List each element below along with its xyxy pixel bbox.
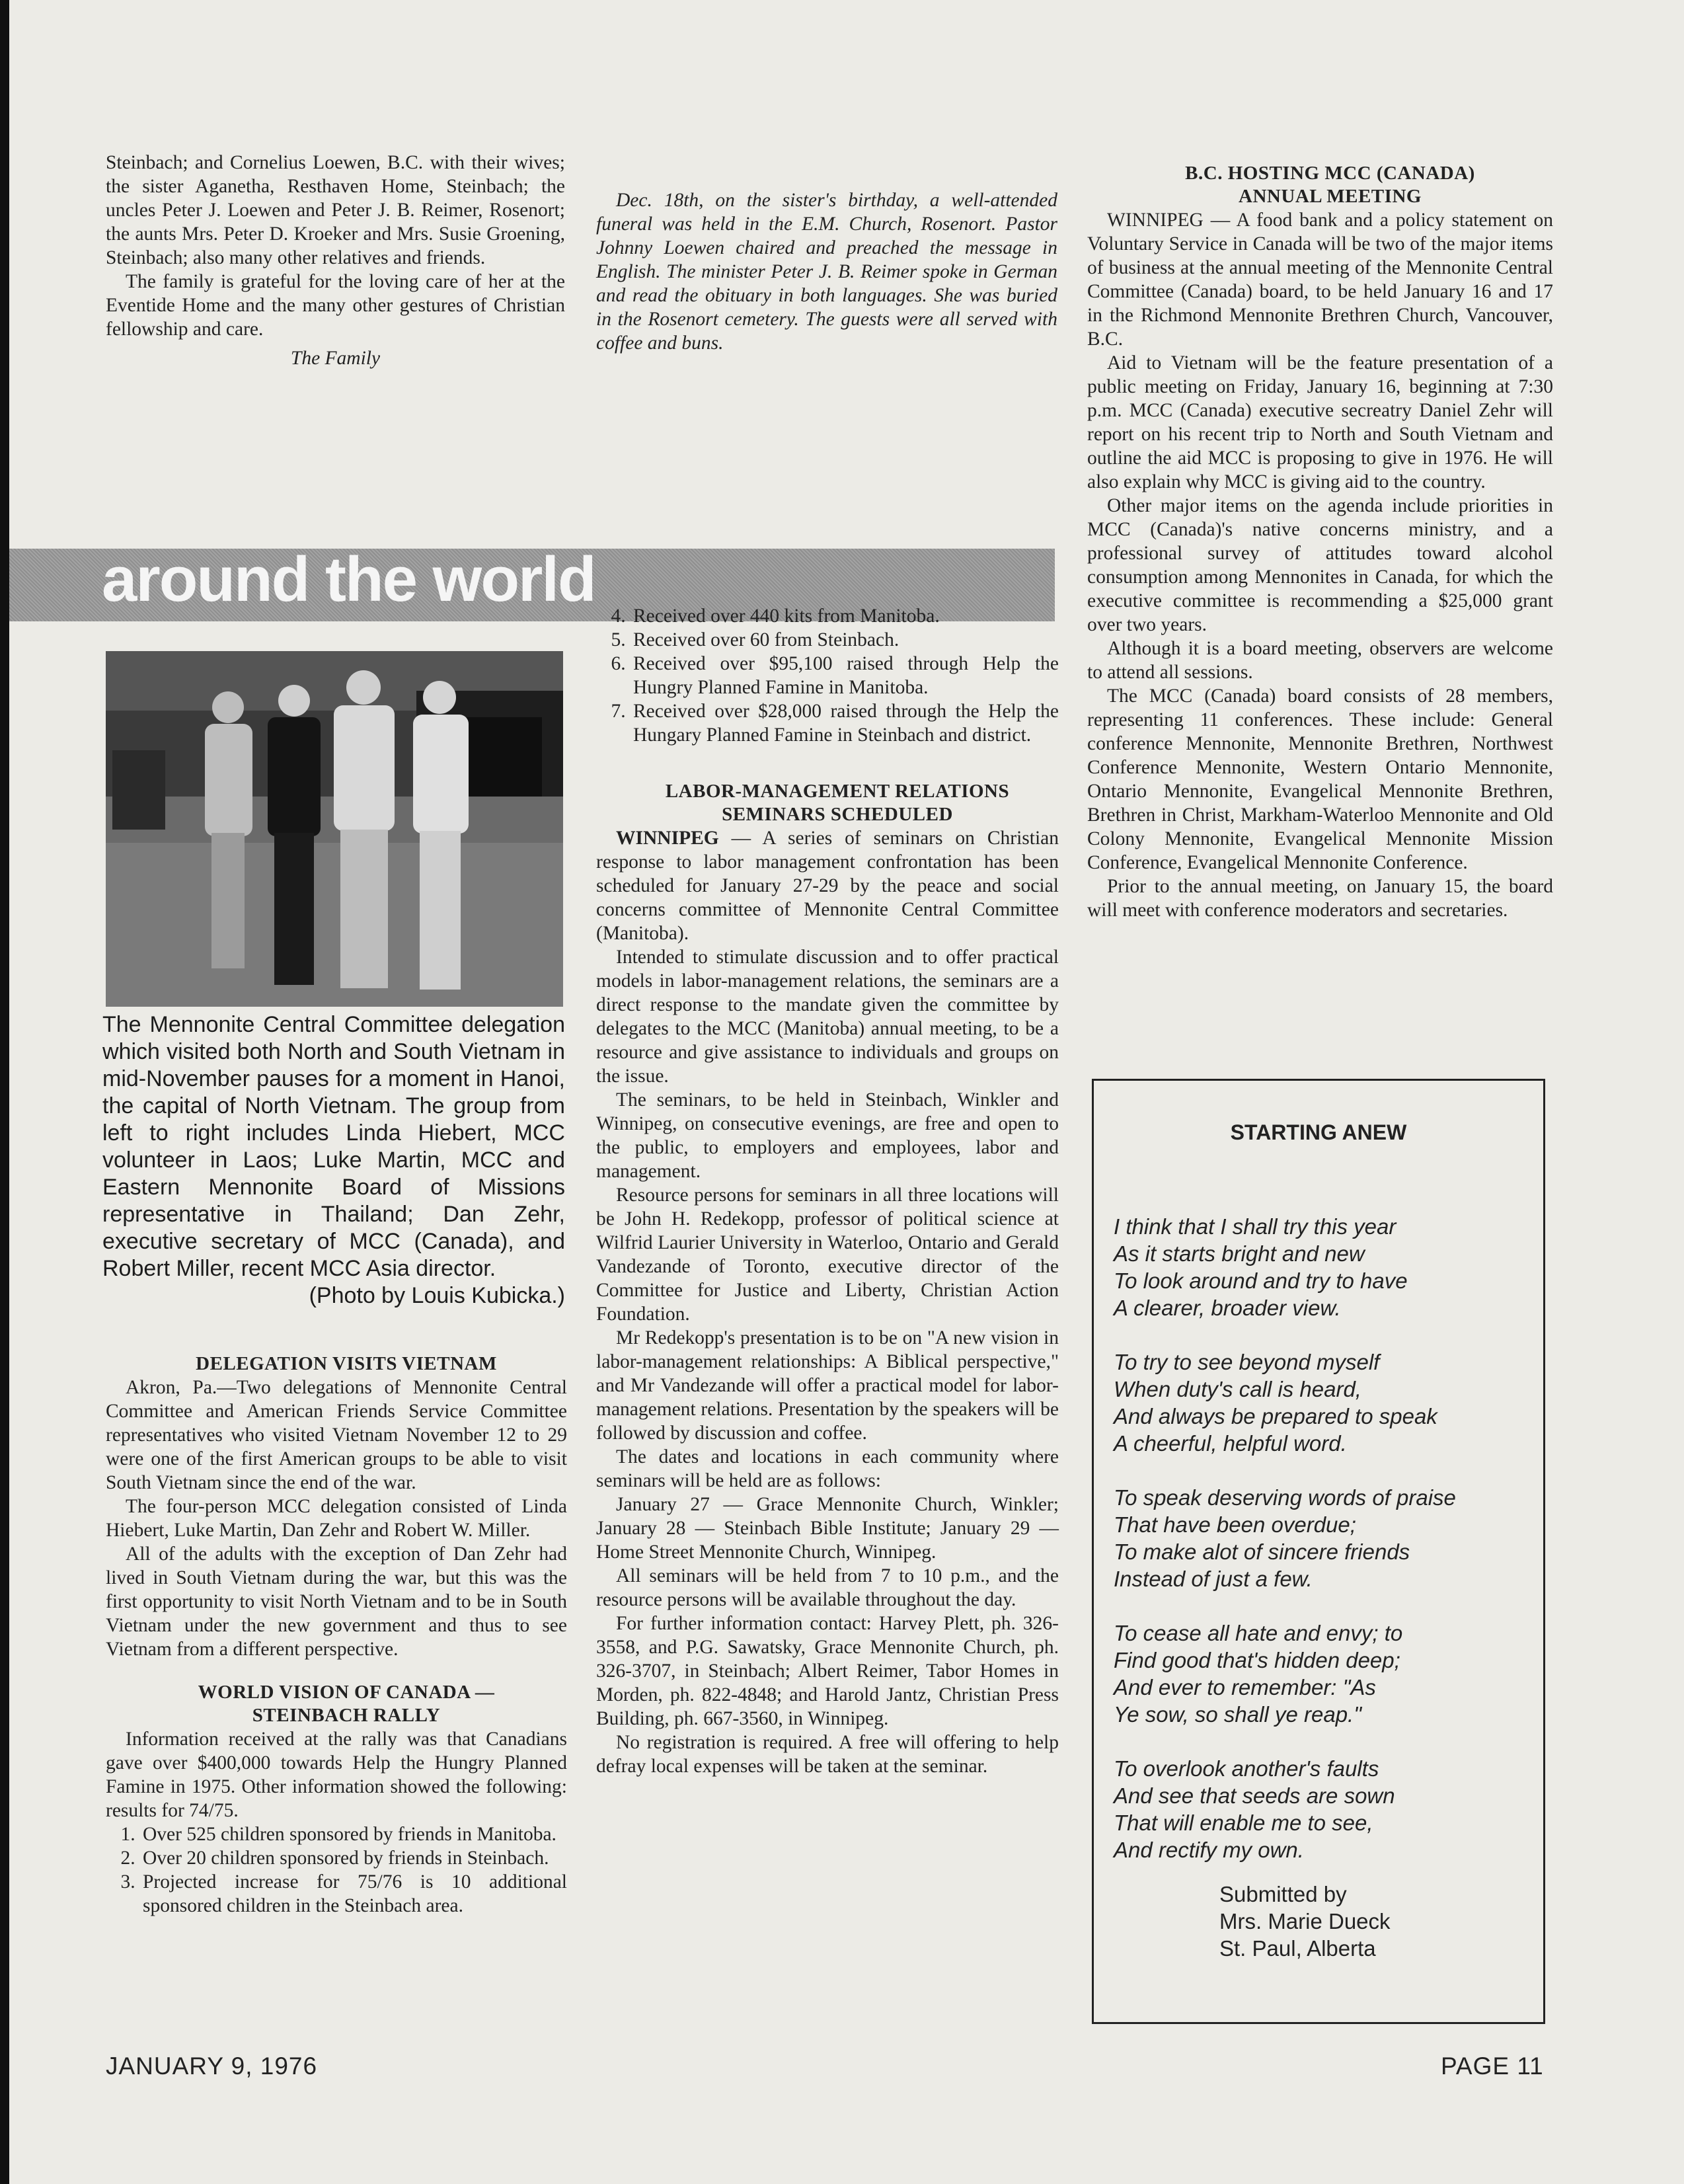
poem-line: When duty's call is heard,: [1114, 1377, 1361, 1401]
footer-page-number: PAGE 11: [1441, 2052, 1544, 2080]
poem-line: That will enable me to see,: [1114, 1811, 1373, 1835]
poem-text: [1114, 1213, 1537, 1891]
bc-heading-2: ANNUAL MEETING: [1239, 186, 1422, 207]
labor-paragraph: For further information contact: Harvey Plett, ph. 326-3558, and P.G. Sawatsky, Grace Mennonite Church, ph. 326-3707, in Steinbach; Albert Reimer, Tabor Homes in Morden, ph. 822-4848; and Harold Jantz, Christian Press Building, ph. 667-3560, in Winnipeg.: [596, 1613, 1059, 1729]
left-column-articles: [106, 1352, 567, 1918]
obituary-middle-column: [596, 188, 1057, 355]
delegation-photo-image: [106, 651, 563, 1007]
poem-line: I think that I shall try this year: [1114, 1214, 1397, 1239]
poem-line: To make alot of sincere friends: [1114, 1540, 1410, 1564]
poem-line: As it starts bright and new: [1114, 1241, 1365, 1266]
poem-line: And ever to remember: "As: [1114, 1675, 1376, 1699]
labor-paragraph: Mr Redekopp's presentation is to be on "A new vision in labor-management relationships: A Biblical perspective," and Mr Vandezande will offer a practical model for labor-management relations. Presentation by the speakers will be followed by discussion and coffee.: [596, 1327, 1059, 1444]
labor-paragraph: Resource persons for seminars in all three locations will be John H. Redekopp, professor of political science at Wilfrid Laurier University in Waterloo, Ontario and Gerald Vandezande of Toronto, executive director of the Committee for Justice and Liberty, Christian Action Foundation.: [596, 1185, 1059, 1325]
delegation-paragraph: Akron, Pa.—Two delegations of Mennonite Central Committee and American Friends Service Committee representatives who visited Vietnam November 12 to 29 were one of the first American groups to be able to visit South Vietnam since the end of the war.: [106, 1377, 567, 1493]
submitter-name: Mrs. Marie Dueck: [1219, 1909, 1391, 1933]
photo-caption: [102, 1011, 565, 1309]
delegation-paragraph: The four-person MCC delegation consisted of Linda Hiebert, Luke Martin, Dan Zehr and Robert W. Miller.: [106, 1496, 567, 1541]
poem-line: A clearer, broader view.: [1114, 1296, 1341, 1320]
submitted-label: Submitted by: [1219, 1882, 1347, 1906]
world-vision-intro: Information received at the rally was that Canadians gave over $400,000 towards Help the Hungry Planned Famine in 1975. Other information showed the following: results for 74/75.: [106, 1729, 567, 1821]
middle-column-articles: [596, 604, 1059, 1778]
bc-paragraph: Prior to the annual meeting, on January 15, the board will meet with conference moderators and secretaries.: [1087, 876, 1553, 921]
right-column-article: [1087, 162, 1553, 922]
bc-paragraph: The MCC (Canada) board consists of 28 members, representing 11 conferences. These include: General conference Mennonite, Mennonite Brethren, Northwest Conference Mennonite, Western Ontario Mennonite, Ontario Mennonite, Evangelical Mennonite Brethren, Brethren in Christ, Markham-Waterloo Mennonite and Old Colony Mennonite, Evangelical Mennonite Mission Conference, Evangelical Mennonite Conference.: [1087, 685, 1553, 873]
labor-lead: [596, 826, 1059, 945]
list-item: 1. Over 525 children sponsored by friends in Manitoba.: [140, 1822, 567, 1846]
bc-heading-1: B.C. HOSTING MCC (CANADA): [1185, 163, 1475, 184]
world-vision-heading-2: STEINBACH RALLY: [252, 1705, 441, 1726]
poem-line: To look around and try to have: [1114, 1268, 1408, 1293]
obituary-signature: The Family: [290, 348, 381, 369]
labor-schedule: January 27 — Grace Mennonite Church, Winkler; January 28 — Steinbach Bible Institute; January 29 — Home Street Mennonite Church, Winnipeg.: [596, 1494, 1059, 1563]
poem-stanza: [1114, 1213, 1537, 1321]
list-item: 7. Received over $28,000 raised through the Help the Hungary Planned Famine in Steinbach and district.: [631, 699, 1059, 747]
poem-stanza: [1114, 1484, 1537, 1592]
labor-paragraph: The seminars, to be held in Steinbach, Winkler and Winnipeg, on consecutive evenings, are free and open to the public, to employers and employees, labor and management.: [596, 1089, 1059, 1182]
world-vision-heading-1: WORLD VISION OF CANADA —: [198, 1682, 495, 1703]
poem-line: And always be prepared to speak: [1114, 1404, 1437, 1428]
obituary-left-column: [106, 151, 565, 370]
poem-line: To cease all hate and envy; to: [1114, 1621, 1403, 1645]
poem-line: A cheerful, helpful word.: [1114, 1431, 1347, 1456]
poem-stanza: [1114, 1348, 1537, 1457]
labor-heading-2: SEMINARS SCHEDULED: [722, 804, 953, 825]
poem-stanza: [1114, 1755, 1537, 1863]
footer-date: JANUARY 9, 1976: [106, 2052, 318, 2080]
poem-line: To overlook another's faults: [1114, 1756, 1379, 1781]
list-item: 6. Received over $95,100 raised through Help the Hungry Planned Famine in Manitoba.: [631, 652, 1059, 699]
delegation-paragraph: All of the adults with the exception of Dan Zehr had lived in South Vietnam during the war, but this was the first opportunity to visit North Vietnam and to be in South Vietnam under the new government and thus to see Vietnam from a different perspective.: [106, 1543, 567, 1660]
delegation-photo: [106, 651, 563, 1007]
submitter-place: St. Paul, Alberta: [1219, 1936, 1376, 1961]
poem-line: Instead of just a few.: [1114, 1567, 1313, 1591]
photo-credit: (Photo by Louis Kubicka.): [309, 1283, 565, 1308]
bc-paragraph: Aid to Vietnam will be the feature presentation of a public meeting on Friday, January 16, beginning at 7:30 p.m. MCC (Canada) executive secreatry Daniel Zehr will report on his recent trip to North and South Vietnam and outline the aid MCC is proposing to give in 1976. He will also explain why MCC is giving aid to the country.: [1087, 352, 1553, 492]
section-banner-title: around the world: [102, 544, 595, 615]
poem-line: That have been overdue;: [1114, 1512, 1356, 1537]
labor-dateline: WINNIPEG: [616, 828, 719, 849]
photo-caption-text: The Mennonite Central Committee delegation which visited both North and South Vietnam in mid-November pauses for a moment in Hanoi, the capital of North Vietnam. The group from left to right includes Linda Hiebert, MCC volunteer in Laos; Luke Martin, MCC and Eastern Mennonite Board of Missions representative in Thailand; Dan Zehr, executive secretary of MCC (Canada), and Robert Miller, recent MCC Asia director.: [102, 1012, 565, 1281]
bc-paragraph: Other major items on the agenda include priorities in MCC (Canada)'s native concerns ministry, and a professional survey of attitudes toward alcohol consumption among Mennonites in Canada, for which the executive committee is recommending a $25,000 grant over two years.: [1087, 495, 1553, 635]
poem-title: STARTING ANEW: [1230, 1120, 1407, 1144]
labor-paragraph: Intended to stimulate discussion and to offer practical models in labor-management relations, the seminars are a direct response to the mandate given the committee by delegates to the MCC (Manitoba) annual meeting, to be a resource and give assistance to individuals and groups on the issue.: [596, 947, 1059, 1087]
obituary-paragraph: The family is grateful for the loving care of her at the Eventide Home and the many other gestures of Christian fellowship and care.: [106, 271, 565, 340]
poem-line: And see that seeds are sown: [1114, 1783, 1395, 1808]
poem-line: Find good that's hidden deep;: [1114, 1648, 1400, 1672]
poem-line: Ye sow, so shall ye reap.": [1114, 1702, 1361, 1727]
page-edge: [0, 0, 9, 2184]
list-item: 2. Over 20 children sponsored by friends in Steinbach.: [140, 1846, 567, 1870]
poem-submitter: [1219, 1881, 1391, 1962]
labor-paragraph: The dates and locations in each community where seminars will be held are as follows:: [596, 1446, 1059, 1491]
list-item: 3. Projected increase for 75/76 is 10 additional sponsored children in the Steinbach area.: [140, 1870, 567, 1918]
list-item: 5. Received over 60 from Steinbach.: [631, 628, 1059, 652]
labor-paragraph: No registration is required. A free will offering to help defray local expenses will be taken at the seminar.: [596, 1732, 1059, 1777]
poem-line: To speak deserving words of praise: [1114, 1485, 1456, 1510]
labor-lead-text: — A series of seminars on Christian response to labor management confrontation has been scheduled for January 27-29 by the peace and social concerns committee of Mennonite Central Committee (Manitoba).: [596, 828, 1059, 944]
world-vision-list-continued: [596, 604, 1059, 747]
labor-paragraph: All seminars will be held from 7 to 10 p.m., and the resource persons will be available throughout the day.: [596, 1565, 1059, 1610]
bc-lead: WINNIPEG — A food bank and a policy statement on Voluntary Service in Canada will be two of the major items of business at the annual meeting of the Mennonite Central Committee (Canada) board, to be held January 16 and 17 in the Richmond Mennonite Brethren Church, Vancouver, B.C.: [1087, 210, 1553, 350]
funeral-paragraph: Dec. 18th, on the sister's birthday, a well-attended funeral was held in the E.M. Church, Rosenort. Pastor Johnny Loewen chaired and preached the message in English. The minister Peter J. B. Reimer spoke in German and read the obituary in both languages. She was buried in the Rosenort cemetery. The guests were all served with coffee and buns.: [596, 190, 1057, 354]
poem-line: And rectify my own.: [1114, 1838, 1304, 1862]
poem-line: To try to see beyond myself: [1114, 1350, 1380, 1374]
bc-paragraph: Although it is a board meeting, observers are welcome to attend all sessions.: [1087, 638, 1553, 683]
world-vision-list: [106, 1822, 567, 1918]
poem-box: [1092, 1079, 1545, 2024]
poem-stanza: [1114, 1619, 1537, 1728]
list-item: 4. Received over 440 kits from Manitoba.: [631, 604, 1059, 628]
labor-heading-1: LABOR-MANAGEMENT RELATIONS: [665, 781, 1010, 802]
obituary-paragraph: Steinbach; and Cornelius Loewen, B.C. with their wives; the sister Aganetha, Resthaven Home, Steinbach; the uncles Peter J. Loewen and Peter J. B. Reimer, Rosenort; the aunts Mrs. Peter D. Kroeker and Mrs. Susie Groening, Steinbach; also many other relatives and friends.: [106, 152, 565, 268]
delegation-heading: DELEGATION VISITS VIETNAM: [196, 1353, 497, 1374]
